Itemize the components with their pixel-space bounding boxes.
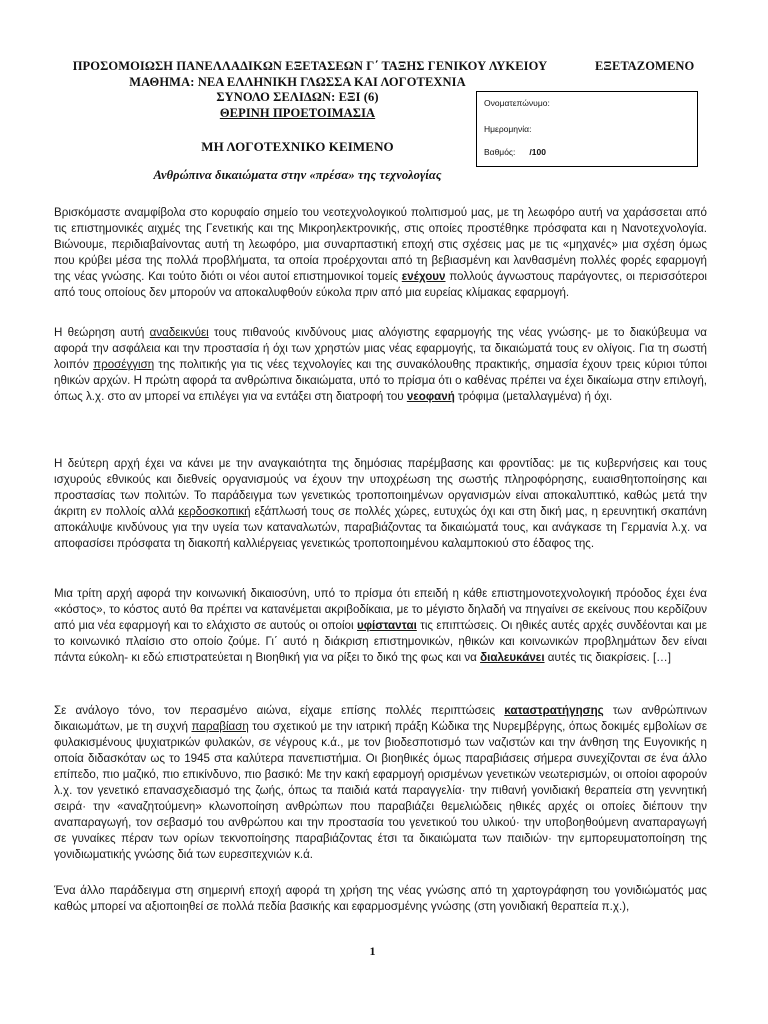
paragraph-5 xyxy=(54,703,707,863)
grade-field xyxy=(484,147,546,157)
keyword-underlined: προσέγγιση xyxy=(93,358,155,371)
grade-total: /100 xyxy=(529,147,546,157)
paragraph-text: Βρισκόμαστε αναμφίβολα στο κορυφαίο σημείο του νεοτεχνολογικού πολιτισμού μας, με τη λεωφόρο αυτή να χαράσσεται από τις επιστημονικές αιχμές της Γενετικής και της Μικροηλεκτρονικής, στις οποίες προστέθηκε πρόσφατα και η Νανοτεχνολογία. Βιώνουμε, περιδιαβαίνοντας αυτή τη λεωφόρο, μια συναρπαστική εποχή στις σχέσεις μας με τις «μηχανές» μια σχέση όμως που κρύβει μέσα της πολλά προβλήματα, τα οποία προέρχονται από τη βεβιασμένη και λανθασμένη πολλές φορές εφαρμογή της νέας γνώσης. Και τούτο διότι οι νέοι αυτοί επιστημονικοί τομείς xyxy=(54,206,707,283)
name-field-label: Ονοματεπώνυμο: xyxy=(484,98,550,108)
paragraph-text: τις επιπτώσεις. Οι ηθικές αυτές αρχές συνδέονται και με το κοινωνικό πλαίσιο στο οποίο ζούμε. Γι΄ αυτό η διάκριση επιστημονικών, ηθικών και κοινωνικών προβλημάτων δεν είναι πάντα εύκολη- κι εδώ επιστρατεύεται η Βιοηθική για να ρίξει το δικό της φως και να xyxy=(54,619,707,664)
paragraph-text: του σχετικού με την ιατρική πράξη Κώδικα της Νυρεμβέργης, όπως δοκιμές εμβολίων σε φυλακισμένους ψυχιατρικών φυλακών, σε νέγρους κ.ά., με τον βιοδεσποτισμό των ναζιστών και την άνθηση της Ευγονικής η οποία διδασκόταν ως το 1945 στα καλύτερα πανεπιστήμια. Οι βιοηθικές όμως παραβιάσεις σήμερα συνεχίζονται σε ένα άλλο επίπεδο, πιο μαζικό, πιο επικίνδυνο, πιο βασικό: Με την κακή εφαρμογή ορισμένων γενετικών νεωτερισμών, οι οποίοι αφορούν λ.χ. τον γενετικό επανασχεδιασμό της ζωής, όπως τα παιδιά κατά παραγγελία· την πιθανή γονιδιακή θεραπεία στη γεννητική σειρά· την «αναζητούμενη» κλωνοποίηση ανθρώπων που παραβιάζει θεμελιώδεις ηθικές αρχές οι οποίες διέπουν την αναπαραγωγή, τον σεβασμό του ανθρώπου και την προστασία του γενετικού του υλικού· την υποβοηθούμενη αναπαραγωγή σε γυναίκες πέραν των ορίων τεκνοποίησης παραβιάζοντας έτσι τα δικαιώματα των παιδιών· την εμπορευματοποίηση της γονιδιωματικής γνώσης διά των ευρεσιτεχνιών κ.ά. xyxy=(54,720,707,861)
keyword-underlined: παραβίαση xyxy=(191,720,249,733)
paragraph-text: Η θεώρηση αυτή xyxy=(54,326,150,339)
paragraph-2 xyxy=(54,325,707,405)
exam-label: ΕΞΕΤΑΖΟΜΕΝΟ xyxy=(595,59,695,73)
keyword-underlined: ενέχουν xyxy=(401,270,446,283)
paragraph-text: Η δεύτερη αρχή έχει να κάνει με την αναγκαιότητα της δημόσιας παρέμβασης και φροντίδας: με τις κυβερνήσεις και τους ισχυρούς εθνικούς και διεθνείς οργανισμούς να έχουν την υποχρέωση της σωστής πληροφόρησης, ευαισθητοποίησης και προστασίας των πολιτών. Το παράδειγμα των γενετικώς τροποποιημένων οργανισμών είναι αποκαλυπτικό, καθώς μετά την άκριτη εν πολλοίς αλλά xyxy=(54,457,707,518)
paragraph-text: εξάπλωσή τους σε πολλές χώρες, ευτυχώς όχι και στη δική μας, η ερευνητική σκαπάνη αποκάλυψε κινδύνους για την υγεία των καταναλωτών, παραβιάζοντας τα δικαιώματά τους, και ανάγκασε τη Γερμανία λ.χ. να αποφασίσει πρόσφατα τη διακοπή καλλιέργειας γενετικώς τροποποιημένου καλαμποκιού στο έδαφος της. xyxy=(54,505,707,550)
paragraph-6 xyxy=(54,883,707,915)
page-number: 1 xyxy=(369,944,376,958)
section-heading: ΜΗ ΛΟΓΟΤΕΧΝΙΚΟ ΚΕΙΜΕΝΟ xyxy=(201,139,394,154)
keyword-underlined: υφίστανται xyxy=(357,619,417,632)
paragraph-text: της πολιτικής για τις νέες τεχνολογίες και της συνακόλουθης πρακτικής, σημασία έχουν τρεις κύριοι τύποι ηθικών αρχών. Η πρώτη αφορά τα ανθρώπινα δικαιώματα, υπό το πρίσμα ότι ο καθένας πρέπει να έχει δικαίωμα στην επιλογή, όπως λ.χ. στο αν μπορεί να επιλέγει για να εντάξει στη διατροφή του xyxy=(54,358,707,403)
keyword-underlined: νεοφανή xyxy=(406,390,455,403)
student-info-box xyxy=(476,91,698,167)
paragraph-text: πολλούς άγνωστους παράγοντες, οι περισσότεροι από τους οποίους δεν μπορούν να αποκαλυφθούν εύκολα πριν από μια ευρείας κλίμακας εφαρμογή. xyxy=(54,270,708,299)
exam-header-title: ΠΡΟΣΟΜΟΙΩΣΗ ΠΑΝΕΛΛΑΔΙΚΩΝ ΕΞΕΤΑΣΕΩΝ Γ΄ ΤΑΞΗΣ ΓΕΝΙΚΟΥ ΛΥΚΕΙΟΥ xyxy=(72,59,548,73)
paragraph-text: τρόφιμα (μεταλλαγμένα) ή όχι. xyxy=(454,390,613,403)
paragraph-1 xyxy=(54,205,707,301)
paragraph-text: τους πιθανούς κινδύνους μιας αλόγιστης εφαρμογής της νέας γνώσης- με το διακύβευμα να αφορά την ασφάλεια και την προστασία ή όχι των χρηστών μιας νέας εφαρμογής, τα δικαιώματά τους εν ολίγοις. Για τη σωστή λοιπόν xyxy=(54,326,707,371)
keyword-underlined: κερδοσκοπική xyxy=(178,505,251,518)
keyword-underlined: διαλευκάνει xyxy=(480,651,545,664)
paragraph-4 xyxy=(54,586,707,666)
paragraph-text: των ανθρώπινων δικαιωμάτων, με τη συχνή xyxy=(54,704,707,733)
paragraph-3 xyxy=(54,456,707,552)
paragraph-text: αυτές τις διακρίσεις. […] xyxy=(544,651,671,664)
keyword-underlined: αναδεικνύει xyxy=(149,326,209,339)
date-field-label: Ημερομηνία: xyxy=(484,124,532,134)
paragraph-text: Σε ανάλογο τόνο, τον περασμένο αιώνα, είχαμε επίσης πολλές περιπτώσεις xyxy=(54,704,505,717)
paragraph-text: Μια τρίτη αρχή αφορά την κοινωνική δικαιοσύνη, υπό το πρίσμα ότι επειδή η κάθε επιστημονοτεχνολογική πρόοδος έχει ένα «κόστος», το κόστος αυτό θα πρέπει να κατανέμεται ακριβοδίκαια, με το μέγιστο δηλαδή να πηγαίνει σε εκείνους που κερδίζουν από μια νέα εφαρμογή και το ελάχιστο σε αυτούς οι οποίοι xyxy=(54,587,707,632)
keyword-underlined: καταστρατήγησης xyxy=(504,704,604,717)
subject-line: ΜΑΘΗΜΑ: ΝΕΑ ΕΛΛΗΝΙΚΗ ΓΛΩΣΣΑ ΚΑΙ ΛΟΓΟΤΕΧΝΙΑ xyxy=(129,75,466,89)
pages-total-line: ΣΥΝΟΛΟ ΣΕΛΙΔΩΝ: ΕΞΙ (6) xyxy=(216,90,379,104)
summer-prep-line: ΘΕΡΙΝΗ ΠΡΟΕΤΟΙΜΑΣΙΑ xyxy=(219,106,376,120)
grade-label: Βαθμός: xyxy=(484,147,516,157)
paragraph-text: Ένα άλλο παράδειγμα στη σημερινή εποχή αφορά τη χρήση της νέας γνώσης από τη χαρτογράφηση του γονιδιώματός μας καθώς μπορεί να αξιοποιηθεί σε πολλά πεδία βασικής και εφαρμοσμένης γνώσης (στη γονιδιακή θεραπεία π.χ.), xyxy=(54,884,707,913)
article-title: Ανθρώπινα δικαιώματα στην «πρέσα» της τεχνολογίας xyxy=(153,168,442,182)
